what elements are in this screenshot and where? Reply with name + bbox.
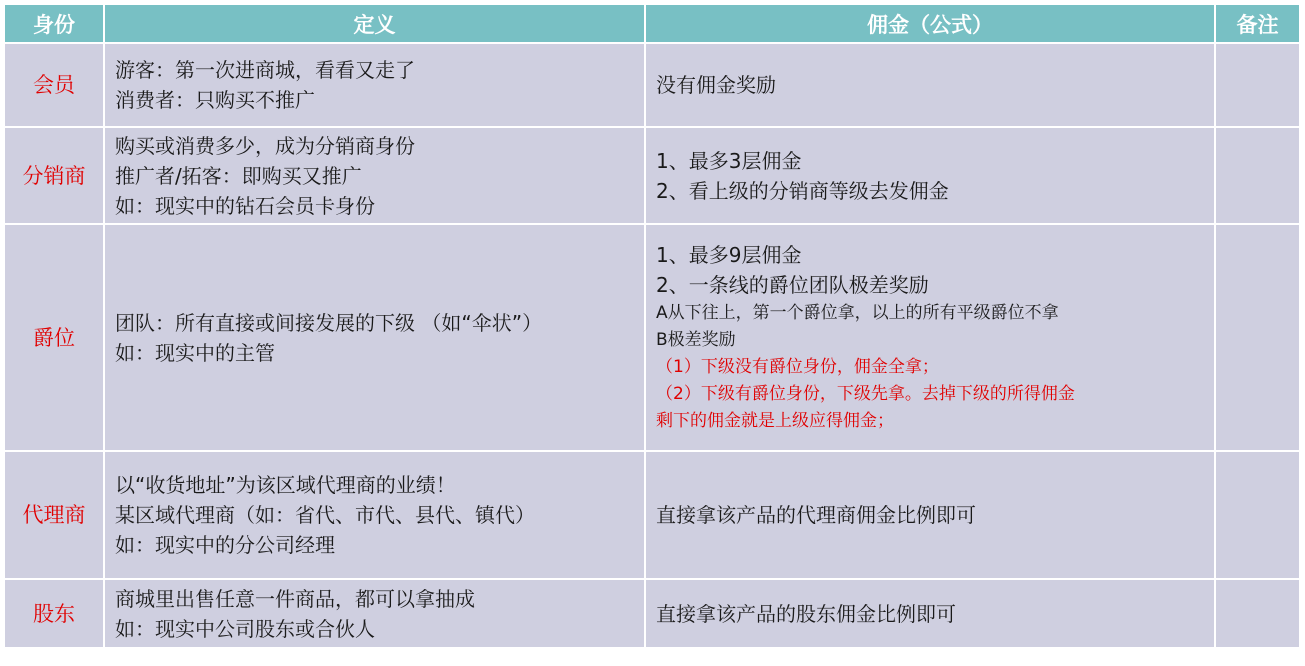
table-row (5, 451, 1299, 579)
definition-cell (104, 43, 645, 127)
commission-line: 1、最多3层佣金 (656, 148, 802, 173)
commission-line: 2、看上级的分销商等级去发佣金 (656, 178, 949, 203)
header-remarks: 备注 (1215, 5, 1299, 43)
commission-rule-line: （2）下级有爵位身份，下级先拿。去掉下级的所得佣金 (656, 384, 1075, 404)
commission-cell (645, 127, 1215, 224)
table-row (5, 579, 1299, 648)
commission-cell (645, 451, 1215, 579)
role-cell: 分销商 (5, 127, 104, 224)
definition-line: 以“收货地址”为该区域代理商的业绩！ (115, 473, 456, 497)
definition-line: 团队：所有直接或间接发展的下级 （如“伞状”） (115, 310, 543, 335)
commission-detail-line: A从下往上，第一个爵位拿，以上的所有平级爵位不拿 (656, 303, 1059, 323)
commission-rule-line: （1）下级没有爵位身份，佣金全拿； (656, 357, 939, 377)
definition-line: 如：现实中的主管 (115, 340, 275, 365)
definition-cell (104, 579, 645, 648)
remark-cell (1215, 224, 1299, 451)
role-cell: 代理商 (5, 451, 104, 579)
remark-cell (1215, 451, 1299, 579)
commission-rule-line: 剩下的佣金就是上级应得佣金； (656, 411, 894, 431)
commission-line: 1、最多9层佣金 (656, 243, 802, 267)
header-definition: 定义 (104, 5, 645, 43)
definition-cell (104, 224, 645, 451)
remark-cell (1215, 43, 1299, 127)
definition-line: 如：现实中公司股东或合伙人 (115, 616, 375, 641)
definition-line: 游客：第一次进商城，看看又走了 (115, 58, 415, 82)
table-row (5, 127, 1299, 224)
commission-table (5, 5, 1299, 649)
role-cell: 爵位 (5, 224, 104, 451)
header-row (5, 5, 1299, 43)
commission-cell (645, 224, 1215, 451)
commission-cell (645, 43, 1215, 127)
definition-line: 商城里出售任意一件商品，都可以拿抽成 (115, 586, 475, 611)
role-cell: 会员 (5, 43, 104, 127)
commission-line: 直接拿该产品的股东佣金比例即可 (656, 601, 956, 626)
definition-line: 购买或消费多少，成为分销商身份 (115, 133, 415, 158)
commission-cell (645, 579, 1215, 648)
remark-cell (1215, 579, 1299, 648)
definition-cell (104, 451, 645, 579)
commission-line: 2、一条线的爵位团队极差奖励 (656, 273, 929, 297)
definition-line: 如：现实中的分公司经理 (115, 533, 335, 557)
remark-cell (1215, 127, 1299, 224)
commission-detail-line: B极差奖励 (656, 330, 736, 350)
definition-cell (104, 127, 645, 224)
table-row (5, 43, 1299, 127)
commission-line: 直接拿该产品的代理商佣金比例即可 (656, 503, 976, 527)
definition-line: 推广者/拓客：即购买又推广 (115, 163, 362, 188)
header-commission: 佣金（公式） (645, 5, 1215, 43)
table-row (5, 224, 1299, 451)
role-cell: 股东 (5, 579, 104, 648)
definition-line: 消费者：只购买不推广 (115, 88, 315, 112)
header-identity: 身份 (5, 5, 104, 43)
definition-line: 某区域代理商（如：省代、市代、县代、镇代） (115, 503, 535, 527)
definition-line: 如：现实中的钻石会员卡身份 (115, 193, 375, 218)
commission-line: 没有佣金奖励 (656, 73, 776, 97)
